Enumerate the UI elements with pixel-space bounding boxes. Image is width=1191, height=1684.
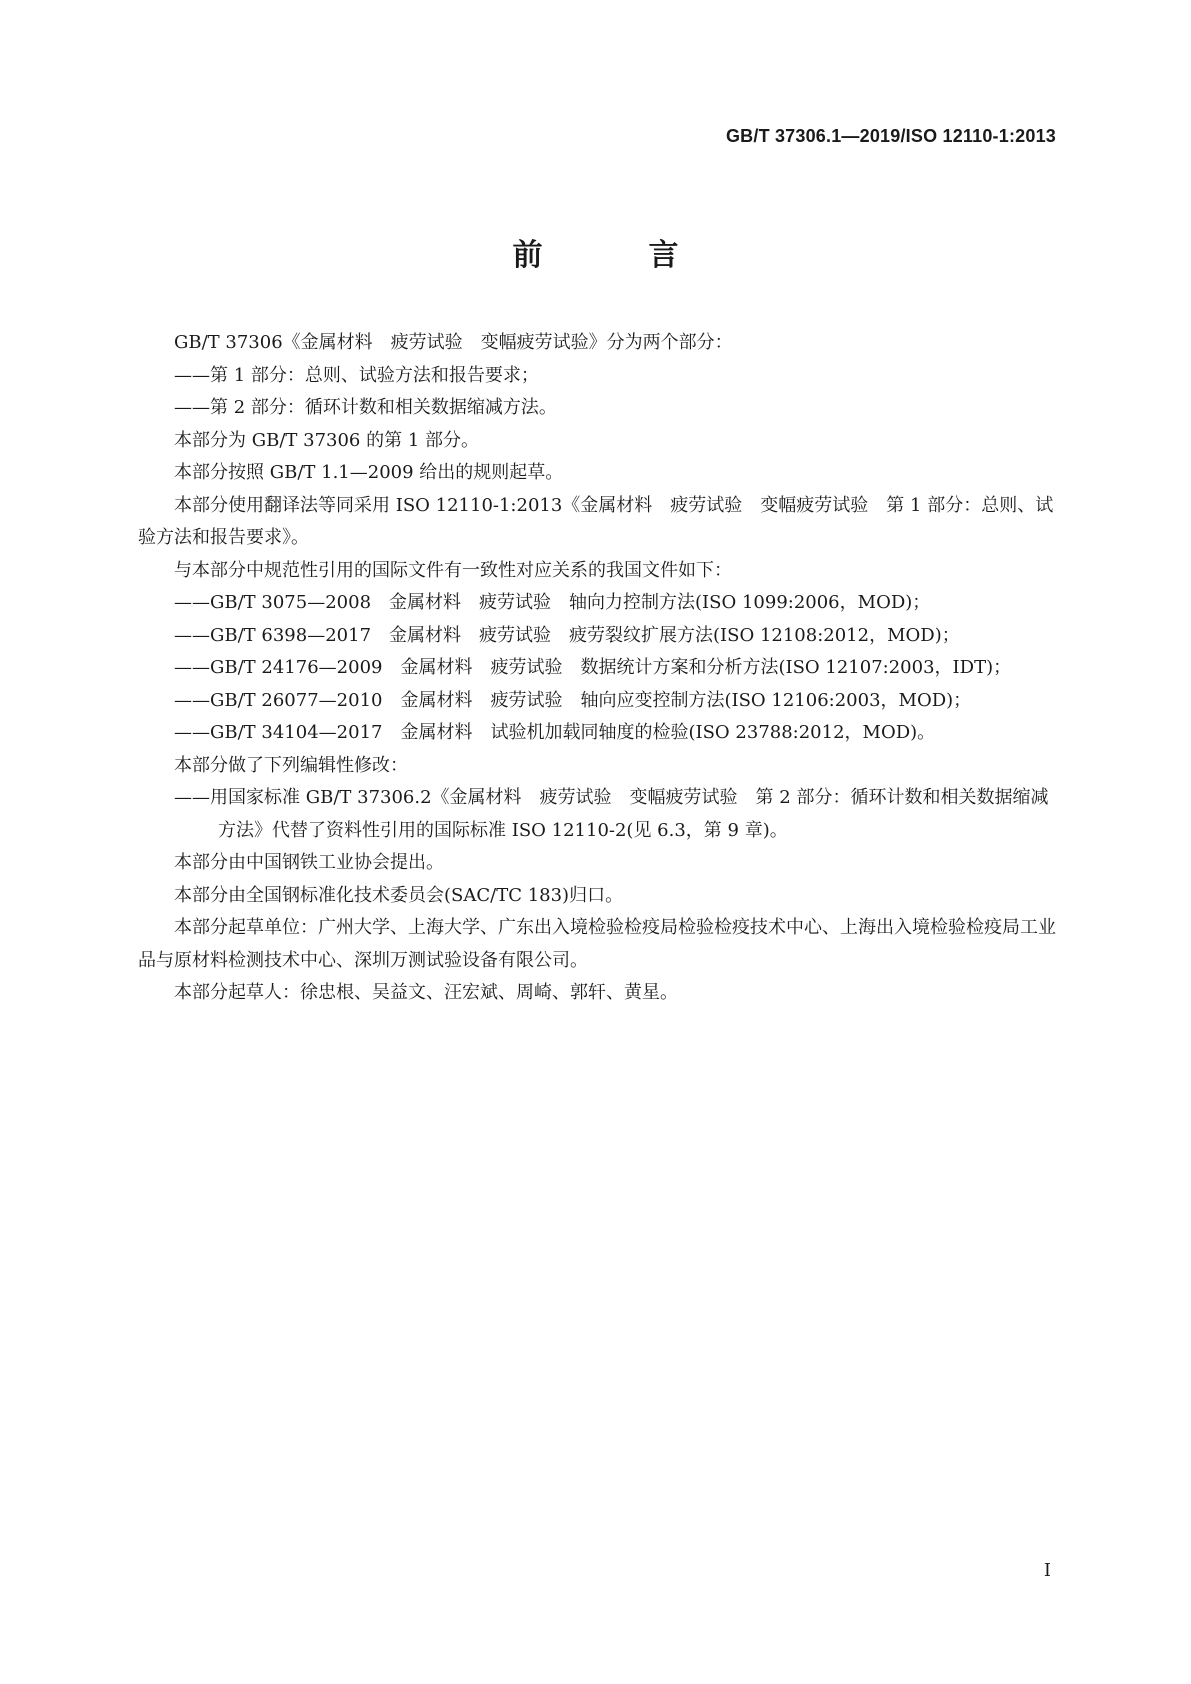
paragraph: 本部分起草人：徐忠根、吴益文、汪宏斌、周崎、郭轩、黄星。 [174, 982, 678, 1003]
list-item: ——GB/T 24176—2009 金属材料 疲劳试验 数据统计方案和分析方法(ISO 12107:2003，IDT)； [174, 657, 1012, 678]
foreword-body [138, 327, 1058, 1010]
paragraph: 本部分做了下列编辑性修改： [174, 754, 408, 776]
list-item: ——GB/T 3075—2008 金属材料 疲劳试验 轴向力控制方法(ISO 1099:2006，MOD)； [174, 592, 931, 613]
paragraph: 本部分起草单位：广州大学、上海大学、广东出入境检验检疫局检验检疫技术中心、上海出入境检验检疫局工业品与原材料检测技术中心、深圳万测试验设备有限公司。 [138, 917, 1056, 971]
page-title: 前 言 [512, 238, 717, 273]
paragraph: 本部分按照 GB/T 1.1—2009 给出的规则起草。 [174, 462, 564, 483]
paragraph: 本部分由中国钢铁工业协会提出。 [174, 852, 444, 873]
paragraph: 本部分使用翻译法等同采用 ISO 12110-1:2013《金属材料 疲劳试验 变幅疲劳试验 第 1 部分：总则、试验方法和报告要求》。 [138, 494, 1054, 548]
list-item: ——第 1 部分：总则、试验方法和报告要求； [174, 364, 539, 386]
paragraph: 本部分由全国钢标准化技术委员会(SAC/TC 183)归口。 [174, 884, 624, 906]
paragraph: GB/T 37306《金属材料 疲劳试验 变幅疲劳试验》分为两个部分： [174, 332, 733, 353]
list-item: ——GB/T 26077—2010 金属材料 疲劳试验 轴向应变控制方法(ISO 12106:2003，MOD)； [174, 689, 972, 711]
paragraph: 本部分为 GB/T 37306 的第 1 部分。 [174, 429, 479, 451]
paragraph: 与本部分中规范性引用的国际文件有一致性对应关系的我国文件如下： [174, 559, 732, 581]
document-code: GB/T 37306.1—2019/ISO 12110-1:2013 [725, 126, 1056, 146]
list-item: ——用国家标准 GB/T 37306.2《金属材料 疲劳试验 变幅疲劳试验 第 2 部分：循环计数和相关数据缩减方法》代替了资料性引用的国际标准 ISO 12110-2(见 6.3，第 9 章)。 [174, 787, 1049, 841]
page-number: I [1043, 1560, 1051, 1581]
list-item: ——第 2 部分：循环计数和相关数据缩减方法。 [174, 397, 557, 418]
list-item: ——GB/T 6398—2017 金属材料 疲劳试验 疲劳裂纹扩展方法(ISO 12108:2012，MOD)； [174, 624, 960, 646]
list-item: ——GB/T 34104—2017 金属材料 试验机加载同轴度的检验(ISO 23788:2012，MOD)。 [174, 722, 936, 743]
